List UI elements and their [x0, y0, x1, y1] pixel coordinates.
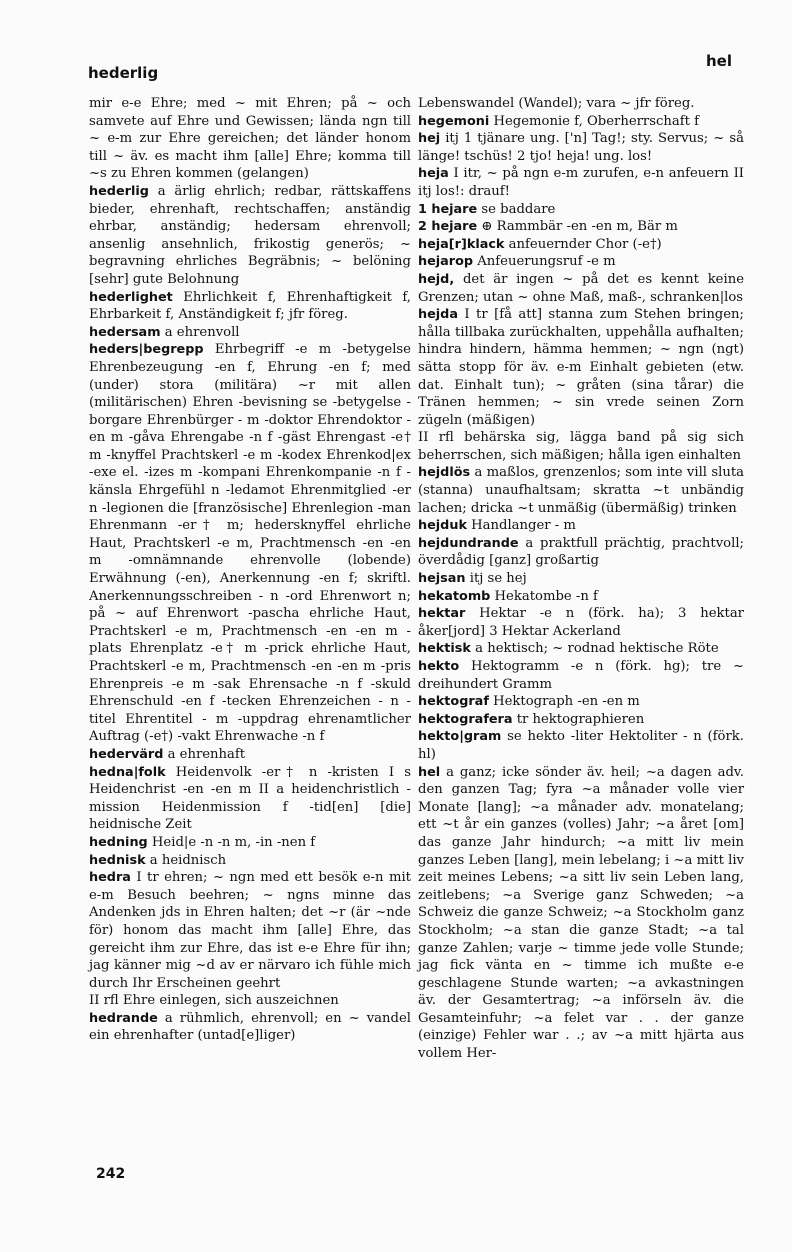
- dictionary-entry: [89, 95, 411, 183]
- dictionary-entry: [418, 605, 744, 640]
- dictionary-entry: [418, 658, 744, 693]
- left-guide-word: hederlig: [88, 64, 159, 82]
- dictionary-entry: [89, 746, 411, 764]
- entry-headword: hekto|gram: [418, 729, 502, 745]
- entry-definition: I tr [få att] stanna zum Stehen bringen; hålla tillbaka zurückhalten, uppehålla aufhalten; hindra hindern, hämma hemmen; ~ ngn (ngt) sätta stopp för äv. e-m Einhalt gebieten (etw. dat. Einhalt tun); ~ gråten (sina tårar) die Tränen hemmen; ~ sin vrede seinen Zorn zügeln (mäßigen): [418, 307, 744, 428]
- dictionary-entry: [418, 640, 744, 658]
- entry-definition: a maßlos, grenzenlos; som inte vill sluta (stanna) unaufhaltsam; skratta ~t unbändig lachen; dricka ~t unmäßig (übermäßig) trinken: [418, 465, 744, 516]
- dictionary-entry: [89, 289, 411, 324]
- dictionary-entry: [418, 728, 744, 763]
- entry-definition: itj 1 tjänare ung. ['n] Tag!; sty. Servus; ~ så länge! tschüs! 2 tjo! heja! ung. los!: [418, 131, 744, 164]
- dictionary-entry: [418, 201, 744, 219]
- entry-headword: hedna|folk: [89, 764, 166, 780]
- dictionary-entry: [418, 165, 744, 200]
- entry-definition: Ehrbegriff -e m -betygelse Ehrenbezeugung -en f, Ehrung -en f; med (under) stora (militära) ~r mit allen (militärischen) Ehren -bevisning se -betygelse -borgare Ehrenbürger - m -doktor Ehrendoktor -en m -gåva Ehrengabe -n f -gäst Ehrengast -e† m -knyffel Prachtskerl -e m -kodex Ehrenkod|ex -exe el. -izes m -kompani Ehrenkompanie -n f -känsla Ehrgefühl n -ledamot Ehrenmitglied -er n -legionen die [französische] Ehrenlegion -man Ehrenmann -er† m; hedersknyffel ehrliche Haut, Prachtskerl -e m, Prachtmensch -en -en m -omnämnande ehrenvolle (lobende) Erwähnung (-en), Anerkennung -en f; skriftl. Anerkennungsschreiben - n -ord Ehrenwort n; på ~ auf Ehrenwort -pascha ehrliche Haut, Prachtskerl -e m, Prachtmensch -en -en m -plats Ehrenplatz -e† m -prick ehrliche Haut, Prachtskerl -e m, Prachtmensch -en -en m -pris Ehrenpreis -e m -sak Ehrensache -n f -skuld Ehrenschuld -en f -tecken Ehrenzeichen - n -titel Ehrentitel - m -uppdrag ehrenamtlicher Auftrag (-e†) -vakt Ehrenwache -n f: [89, 342, 411, 745]
- entry-headword: hednisk: [89, 852, 146, 868]
- entry-headword: 1 hejare: [418, 201, 478, 217]
- entry-headword: hedersam: [89, 324, 161, 340]
- dictionary-entry: [89, 764, 411, 834]
- dictionary-entry: [89, 852, 411, 870]
- entry-headword: hektar: [418, 606, 466, 622]
- entry-headword: hektisk: [418, 641, 471, 657]
- entry-headword: hejdlös: [418, 465, 471, 481]
- entry-definition: se hekto -liter Hektoliter - n (förk. hl): [418, 729, 744, 762]
- dictionary-entry: [418, 464, 744, 517]
- entry-headword: hedning: [89, 834, 148, 850]
- dictionary-entry: [418, 764, 744, 1063]
- right-guide-word: hel: [706, 52, 732, 70]
- entry-definition: Hektogramm -e n (förk. hg); tre ~ dreihundert Gramm: [418, 659, 744, 692]
- entry-headword: hej: [418, 131, 441, 147]
- entry-headword: hektograf: [418, 694, 489, 710]
- entry-definition: ⊕ Rammbär -en -en m, Bär m: [481, 219, 678, 235]
- entry-definition: Hegemonie f, Oberherrschaft f: [493, 113, 699, 129]
- dictionary-entry: [89, 183, 411, 289]
- entry-definition: Heid|e -n -n m, -in -nen f: [151, 834, 316, 850]
- entry-headword: hegemoni: [418, 113, 490, 129]
- entry-headword: hejduk: [418, 518, 467, 534]
- left-column: [89, 95, 411, 1045]
- entry-definition: a ehrenhaft: [167, 746, 246, 762]
- entry-definition: det är ingen ~ på det es kennt keine Grenzen; utan ~ ohne Maß, maß-, schranken|los: [418, 271, 745, 305]
- dictionary-entry: [418, 570, 744, 588]
- entry-definition: a heidnisch: [149, 852, 227, 868]
- entry-headword: hekto: [418, 659, 460, 674]
- dictionary-entry: [418, 306, 744, 429]
- entry-definition: a praktfull prächtig, prachtvoll; överdådig [ganz] großartig: [418, 535, 744, 569]
- entry-headword: hederlighet: [89, 289, 173, 305]
- entry-definition: a ehrenvoll: [164, 324, 240, 340]
- entry-headword: hel: [418, 764, 441, 780]
- entry-headword: hejda: [418, 307, 458, 323]
- dictionary-entry: [89, 1010, 411, 1045]
- entry-definition: Hekatombe -n f: [494, 588, 598, 604]
- dictionary-entry: [418, 130, 744, 165]
- right-column: [418, 95, 744, 1063]
- entry-definition: anfeuernder Chor (-e†): [508, 236, 662, 252]
- entry-definition: tr hektographieren: [516, 711, 645, 727]
- entry-definition: itj se hej: [469, 571, 527, 587]
- dictionary-entry: [89, 834, 411, 852]
- dictionary-entry: [418, 711, 744, 729]
- dictionary-entry: [89, 869, 411, 992]
- entry-definition: mir e-e Ehre; med ~ mit Ehren; på ~ och samvete auf Ehre und Gewissen; lända ngn till ~ e-m zur Ehre gereichen; det länder honom till ~ äv. es macht ihm [alle] Ehre; komma till ~s zu Ehren kommen (gelangen): [89, 96, 411, 182]
- entry-headword: hedrande: [89, 1010, 158, 1026]
- entry-definition: Hektograph -en -en m: [493, 694, 640, 710]
- entry-definition: Ehrlichkeit f, Ehrenhaftigkeit f, Ehrbarkeit f, Anständigkeit f; jfr föreg.: [89, 289, 411, 323]
- entry-definition: Lebenswandel (Wandel); vara ~ jfr föreg.: [418, 96, 695, 111]
- entry-definition: Anfeuerungsruf -e m: [477, 254, 616, 270]
- entry-headword: hejarop: [418, 254, 474, 270]
- entry-headword: heders|begrepp: [89, 342, 204, 358]
- dictionary-entry: [418, 517, 744, 535]
- entry-headword: hedra: [89, 870, 131, 886]
- dictionary-entry: [418, 113, 744, 131]
- dictionary-entry: [418, 236, 744, 254]
- entry-definition: a ärlig ehrlich; redbar, rättskaffens bieder, ehrenhaft, rechtschaffen; anständig ehrbar, anständig; hedersam ehrenvoll; ansenlig ansehnlich, frikostig generös; ~ begravning ehrliches Begräbnis; ~ belöning [sehr] gute Belohnung: [89, 183, 411, 287]
- dictionary-entry: [89, 992, 411, 1010]
- dictionary-entry: [418, 253, 744, 271]
- entry-headword: 2 hejare: [418, 219, 478, 235]
- entry-headword: hederlig: [89, 183, 149, 199]
- entry-definition: Heidenvolk -er† n -kristen I s Heidenchrist -en -en m II a heidenchristlich -mission Heidenmission f -tid[en] [die] heidnische Zeit: [89, 764, 411, 833]
- entry-definition: se baddare: [481, 201, 556, 217]
- dictionary-entry: [418, 95, 744, 113]
- entry-headword: heja[r]klack: [418, 236, 505, 252]
- dictionary-entry: [418, 429, 744, 464]
- entry-definition: Hektar -e n (förk. ha); 3 hektar åker[jord] 3 Hektar Ackerland: [418, 606, 744, 639]
- dictionary-entry: [418, 693, 744, 711]
- dictionary-entry: [418, 535, 744, 570]
- dictionary-entry: [418, 218, 744, 236]
- entry-definition: II rfl Ehre einlegen, sich auszeichnen: [89, 993, 339, 1009]
- entry-headword: hejsan: [418, 571, 466, 587]
- entry-headword: hejd,: [418, 271, 455, 287]
- entry-definition: a rühmlich, ehrenvoll; en ~ vandel ein ehrenhafter (untad[e]liger): [89, 1010, 411, 1044]
- entry-definition: a ganz; icke sönder äv. heil; ~a dagen adv. den ganzen Tag; fyra ~a månader volle vier Monate [lang]; ~a månader adv. monatelang; ett ~t år ein ganzes (volles) Jahr; ~a året [om] das ganze Jahr hindurch; ~a mitt liv mein ganzes Leben [lang], mein lebelang; i ~a mitt liv zeit meines Lebens; ~a sitt liv sein Leben lang, zeitlebens; ~a Sverige ganz Schweden; ~a Schweiz die ganze Schweiz; ~a Stockholm ganz Stockholm; ~a stan die ganze Stadt; ~a tal ganze Zahlen; varje ~ timme jede volle Stunde; jag fick vänta en ~ timme ich mußte e-e geschlagene Stunde warten; ~a avkastningen äv. der Gesamtertrag; ~a införseln äv. die Gesamteinfuhr; ~a felet var . . der ganze (einzige) Fehler war . .; av ~a mitt hjärta aus vollem Her-: [418, 764, 744, 1062]
- entry-definition: I tr ehren; ~ ngn med ett besök e-n mit e-m Besuch beehren; ~ ngns minne das Andenken jds in Ehren halten; det ~r (är ~nde för) honom das macht ihm [alle] Ehre, das gereicht ihm zur Ehre, das ist e-e Ehre für ihn; jag känner mig ~d av er närvaro ich fühle mich durch Ihr Erscheinen geehrt: [89, 870, 411, 991]
- entry-definition: a hektisch; ~ rodnad hektische Röte: [475, 641, 719, 657]
- entry-headword: hejdundrande: [418, 535, 519, 551]
- entry-headword: hektografera: [418, 711, 513, 727]
- dictionary-entry: [89, 324, 411, 342]
- entry-headword: hekatomb: [418, 588, 491, 604]
- entry-definition: I itr, ~ på ngn e-m zurufen, e-n anfeuern II itj los!: drauf!: [418, 166, 744, 199]
- entry-headword: hedervärd: [89, 746, 164, 762]
- dictionary-entry: [89, 341, 411, 746]
- entry-headword: heja: [418, 166, 449, 182]
- dictionary-entry: [418, 271, 744, 306]
- dictionary-entry: [418, 588, 744, 606]
- entry-definition: Handlanger - m: [471, 518, 576, 534]
- entry-definition: II rfl behärska sig, lägga band på sig sich beherrschen, sich mäßigen; hålla igen einhalten: [418, 430, 744, 463]
- page-number: 242: [96, 1166, 126, 1182]
